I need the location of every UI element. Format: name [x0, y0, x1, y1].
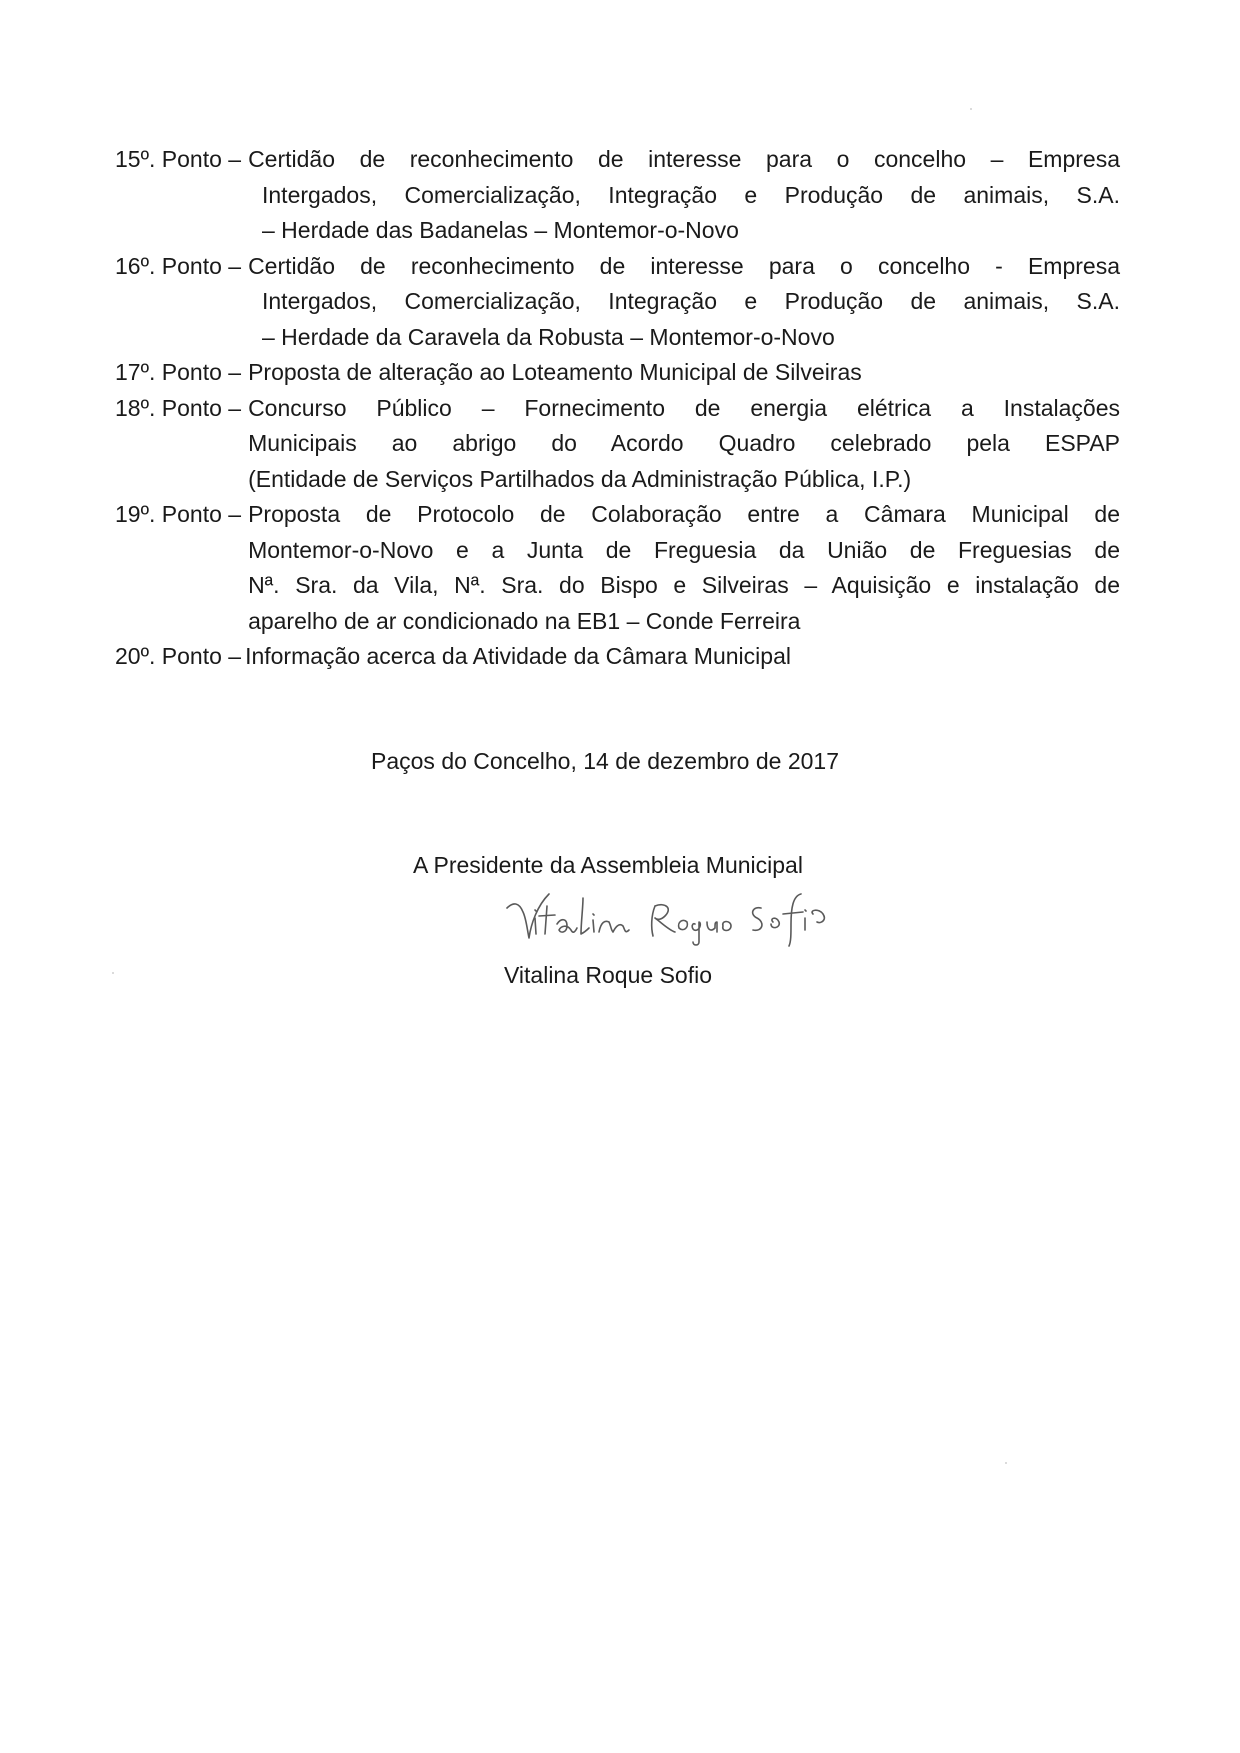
- agenda-item-line: Intergados, Comercialização, Integração e Produção de animais, S.A.: [262, 288, 1120, 314]
- agenda-item-body: [262, 284, 1120, 355]
- agenda-item-line: Concurso Público – Fornecimento de energia elétrica a Instalações: [248, 394, 1120, 421]
- agenda-item-body: [248, 142, 1120, 178]
- agenda-item-line: Proposta de Protocolo de Colaboração entre a Câmara Municipal de: [248, 501, 1120, 527]
- agenda-item-16-cont: [115, 284, 1120, 355]
- agenda-item-line: – Herdade da Caravela da Robusta – Montemor-o-Novo: [262, 323, 835, 350]
- agenda-item-line: Montemor-o-Novo e a Junta de Freguesia da União de Freguesias de: [248, 536, 1120, 563]
- handwritten-signature: [505, 888, 865, 948]
- agenda-item-line: Certidão de reconhecimento de interesse para o concelho – Empresa: [248, 146, 1120, 172]
- agenda-item-prefix: 17º. Ponto –: [115, 359, 242, 385]
- place-and-date: Paços do Concelho, 14 de dezembro de 2017: [371, 748, 839, 774]
- agenda-item-15: [115, 142, 1120, 178]
- agenda-item-prefix: 20º. Ponto –: [115, 643, 242, 669]
- agenda-item-18: [115, 391, 1120, 498]
- agenda-item-line: Proposta de alteração ao Loteamento Municipal de Silveiras: [248, 359, 862, 385]
- agenda-item-16: [115, 249, 1120, 285]
- agenda-item-line: (Entidade de Serviços Partilhados da Administração Pública, I.P.): [248, 465, 912, 492]
- agenda-item-body: [248, 391, 1120, 498]
- agenda-item-17: [115, 355, 1120, 391]
- agenda-item-line: Informação acerca da Atividade da Câmara Municipal: [245, 643, 791, 669]
- agenda-item-prefix: 15º. Ponto –: [115, 146, 242, 172]
- agenda-item-prefix: 19º. Ponto –: [115, 501, 242, 527]
- agenda-item-line: Municipais ao abrigo do Acordo Quadro celebrado pela ESPAP: [248, 430, 1120, 456]
- agenda-item-20: [115, 639, 1120, 675]
- agenda-item-19: [115, 497, 1120, 639]
- agenda-item-body: [248, 497, 1120, 639]
- agenda-item-body: [248, 249, 1120, 285]
- agenda-item-line: aparelho de ar condicionado na EB1 – Conde Ferreira: [248, 607, 801, 634]
- signatory-role: A Presidente da Assembleia Municipal: [413, 852, 803, 878]
- agenda-item-line: Certidão de reconhecimento de interesse para o concelho - Empresa: [248, 252, 1120, 279]
- agenda-item-prefix: 16º. Ponto –: [115, 252, 242, 279]
- agenda-item-line: – Herdade das Badanelas – Montemor-o-Novo: [262, 217, 739, 243]
- agenda-item-body: [262, 178, 1120, 249]
- agenda-item-line: Intergados, Comercialização, Integração e Produção de animais, S.A.: [262, 181, 1120, 208]
- signatory-name: Vitalina Roque Sofio: [504, 962, 712, 988]
- scan-speck: [970, 108, 972, 110]
- agenda-item-body: [245, 639, 1120, 675]
- agenda-item-body: [248, 355, 1120, 391]
- agenda-item-line: Nª. Sra. da Vila, Nª. Sra. do Bispo e Silveiras – Aquisição e instalação de: [248, 572, 1120, 598]
- agenda-list: [115, 142, 1120, 675]
- agenda-item-15-cont: [115, 178, 1120, 249]
- agenda-item-prefix: 18º. Ponto –: [115, 394, 242, 421]
- scan-speck: [112, 972, 114, 974]
- scan-speck: [1005, 1462, 1007, 1464]
